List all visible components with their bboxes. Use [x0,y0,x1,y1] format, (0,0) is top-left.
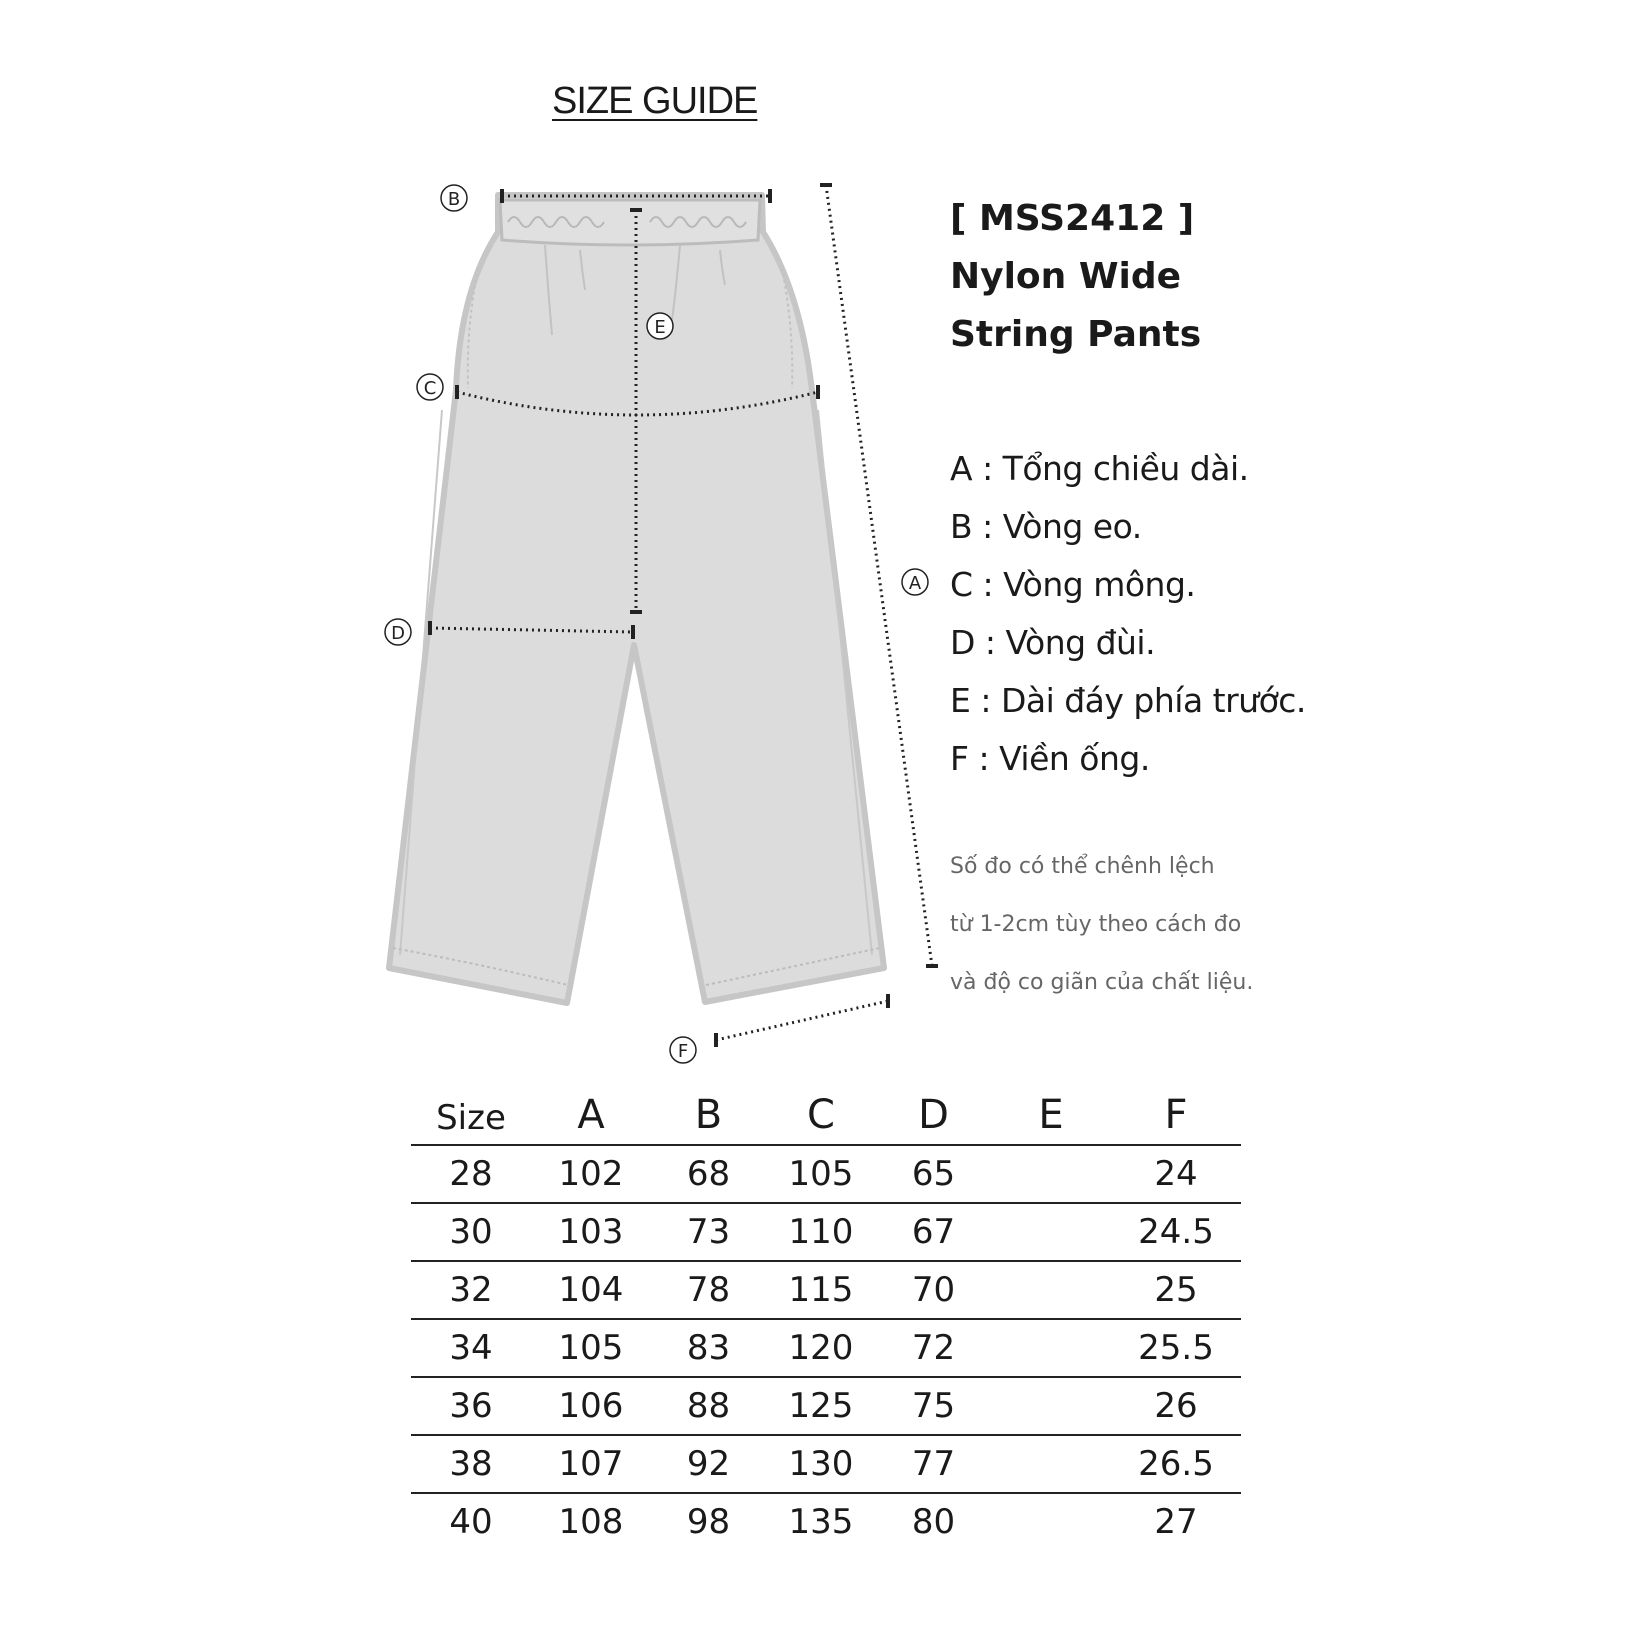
table-row [411,1377,1241,1435]
table-cell: 104 [531,1261,651,1319]
table-cell: 125 [766,1377,876,1435]
column-header-d: D [876,1070,991,1145]
svg-text:A: A [908,573,922,594]
table-cell: 108 [531,1493,651,1550]
column-header-size: Size [411,1070,531,1145]
table-cell: 107 [531,1435,651,1493]
page-title: SIZE GUIDE [552,80,758,122]
table-cell: 106 [531,1377,651,1435]
column-header-c: C [766,1070,876,1145]
product-name-line2: String Pants [950,314,1202,355]
size-table [411,1070,1241,1550]
svg-text:C: C [423,378,437,399]
legend-item-f: F : Viền ống. [950,739,1150,778]
table-cell: 27 [1111,1493,1241,1550]
table-cell: 30 [411,1203,531,1261]
table-cell: 67 [876,1203,991,1261]
table-cell: 25.5 [1111,1319,1241,1377]
legend-item-b: B : Vòng eo. [950,507,1142,546]
table-cell [991,1145,1111,1203]
table-row [411,1203,1241,1261]
table-cell: 98 [651,1493,766,1550]
table-cell: 36 [411,1377,531,1435]
table-cell: 26 [1111,1377,1241,1435]
note-line: và độ co giãn của chất liệu. [950,970,1254,995]
table-cell: 77 [876,1435,991,1493]
table-cell [991,1319,1111,1377]
table-cell: 32 [411,1261,531,1319]
table-cell [991,1435,1111,1493]
product-name-line1: Nylon Wide [950,256,1182,297]
table-cell: 25 [1111,1261,1241,1319]
label-e-marker [647,313,673,339]
svg-text:D: D [391,623,405,644]
table-cell: 78 [651,1261,766,1319]
svg-text:F: F [677,1041,689,1062]
pants-shape [389,195,884,1003]
label-f-marker [670,1037,696,1063]
table-cell [991,1261,1111,1319]
table-cell: 103 [531,1203,651,1261]
table-row [411,1261,1241,1319]
table-cell: 75 [876,1377,991,1435]
table-row [411,1319,1241,1377]
table-cell: 120 [766,1319,876,1377]
table-cell: 65 [911,1154,956,1194]
table-cell: 88 [651,1377,766,1435]
column-header-b: B [651,1070,766,1145]
table-cell [991,1377,1111,1435]
legend-item-c: C : Vòng mông. [950,565,1196,604]
note-line: Số đo có thể chênh lệch [950,854,1215,879]
table-cell: 135 [766,1493,876,1550]
note-line: từ 1-2cm tùy theo cách đo [950,912,1242,937]
table-cell: 110 [766,1203,876,1261]
label-c-marker [417,374,443,400]
column-header-e: E [991,1070,1111,1145]
table-row [411,1145,1241,1203]
table-cell [991,1493,1111,1550]
legend-item-e: E : Dài đáy phía trước. [950,681,1306,720]
table-cell: 34 [411,1319,531,1377]
table-cell: 70 [876,1261,991,1319]
table-cell: 102 [558,1154,624,1194]
label-a-marker [902,569,928,595]
table-cell: 92 [651,1435,766,1493]
label-b-marker [441,185,467,211]
measurement-note [950,838,1253,1012]
table-cell: 130 [766,1435,876,1493]
product-code: [ MSS2412 ] [950,198,1195,239]
svg-text:E: E [654,317,666,338]
legend-item-a: A : Tổng chiều dài. [950,449,1249,488]
table-cell: 68 [686,1154,731,1194]
table-row [411,1493,1241,1550]
table-cell: 28 [449,1154,493,1194]
table-cell: 24.5 [1111,1203,1241,1261]
measurement-legend [950,440,1306,788]
column-header-a: A [531,1070,651,1145]
product-heading [950,190,1201,364]
table-cell: 83 [651,1319,766,1377]
table-cell: 80 [876,1493,991,1550]
column-header-f: F [1111,1070,1241,1145]
table-cell: 72 [876,1319,991,1377]
label-d-marker [385,619,411,645]
table-cell [991,1203,1111,1261]
table-cell: 73 [651,1203,766,1261]
table-cell: 40 [411,1493,531,1550]
table-row [411,1435,1241,1493]
table-cell: 26.5 [1111,1435,1241,1493]
svg-text:B: B [447,189,461,210]
legend-item-d: D : Vòng đùi. [950,623,1156,662]
table-cell: 105 [788,1154,854,1194]
table-cell: 24 [1154,1154,1198,1194]
table-header-row [411,1070,1241,1145]
table-cell: 38 [411,1435,531,1493]
table-cell: 115 [766,1261,876,1319]
table-cell: 105 [531,1319,651,1377]
